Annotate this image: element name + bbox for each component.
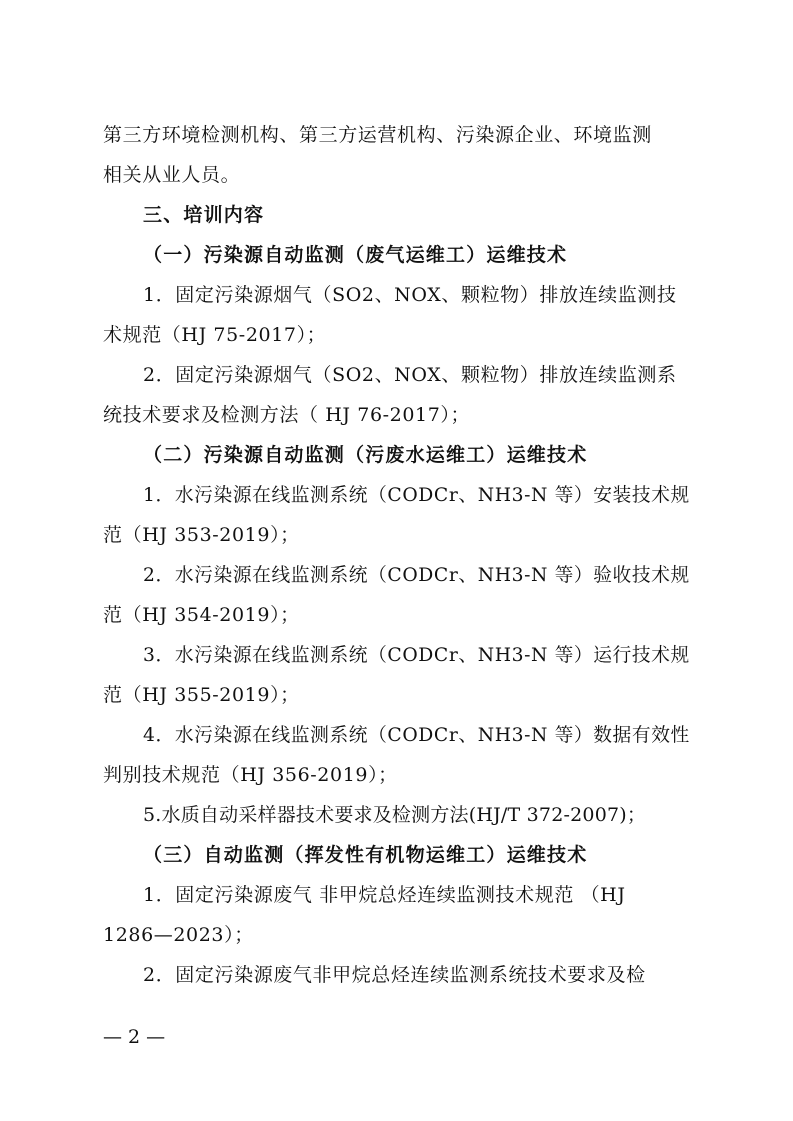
list-item-text: 2．固定污染源烟气（SO2、NOX、颗粒物）排放连续监测系 bbox=[143, 364, 677, 386]
body-text-line: 第三方环境检测机构、第三方运营机构、污染源企业、环境监测 bbox=[103, 124, 652, 146]
subsection-heading: （三）自动监测（挥发性有机物运维工）运维技术 bbox=[143, 844, 588, 866]
list-item-text: 5.水质自动采样器技术要求及检测方法(HJ/T 372-2007)； bbox=[143, 804, 647, 826]
list-item-text: 4．水污染源在线监测系统（CODCr、NH3-N 等）数据有效性 bbox=[143, 724, 690, 746]
list-item-text: 3．水污染源在线监测系统（CODCr、NH3-N 等）运行技术规 bbox=[143, 644, 690, 666]
subsection-heading: （二）污染源自动监测（污废水运维工）运维技术 bbox=[143, 444, 588, 466]
list-item-text: 判别技术规范（HJ 356-2019）； bbox=[103, 764, 398, 786]
list-item-text: 2．水污染源在线监测系统（CODCr、NH3-N 等）验收技术规 bbox=[143, 564, 690, 586]
page-number: — 2 — bbox=[103, 1026, 166, 1048]
list-item-text: 1．水污染源在线监测系统（CODCr、NH3-N 等）安装技术规 bbox=[143, 484, 690, 506]
list-item-text: 1286—2023）； bbox=[103, 924, 254, 946]
subsection-heading: （一）污染源自动监测（废气运维工）运维技术 bbox=[143, 244, 568, 266]
list-item-text: 统技术要求及检测方法（ HJ 76-2017）； bbox=[103, 404, 471, 426]
section-heading: 三、培训内容 bbox=[143, 204, 265, 226]
body-text-line: 相关从业人员。 bbox=[103, 164, 241, 186]
list-item-text: 1．固定污染源废气 非甲烷总烃连续监测技术规范 （HJ bbox=[143, 884, 626, 906]
list-item-text: 范（HJ 353-2019）； bbox=[103, 524, 300, 546]
list-item-text: 1．固定污染源烟气（SO2、NOX、颗粒物）排放连续监测技 bbox=[143, 284, 677, 306]
list-item-text: 范（HJ 354-2019）； bbox=[103, 604, 300, 626]
list-item-text: 术规范（HJ 75-2017）； bbox=[103, 324, 327, 346]
list-item-text: 2．固定污染源废气非甲烷总烃连续监测系统技术要求及检 bbox=[143, 964, 646, 986]
list-item-text: 范（HJ 355-2019）； bbox=[103, 684, 300, 706]
